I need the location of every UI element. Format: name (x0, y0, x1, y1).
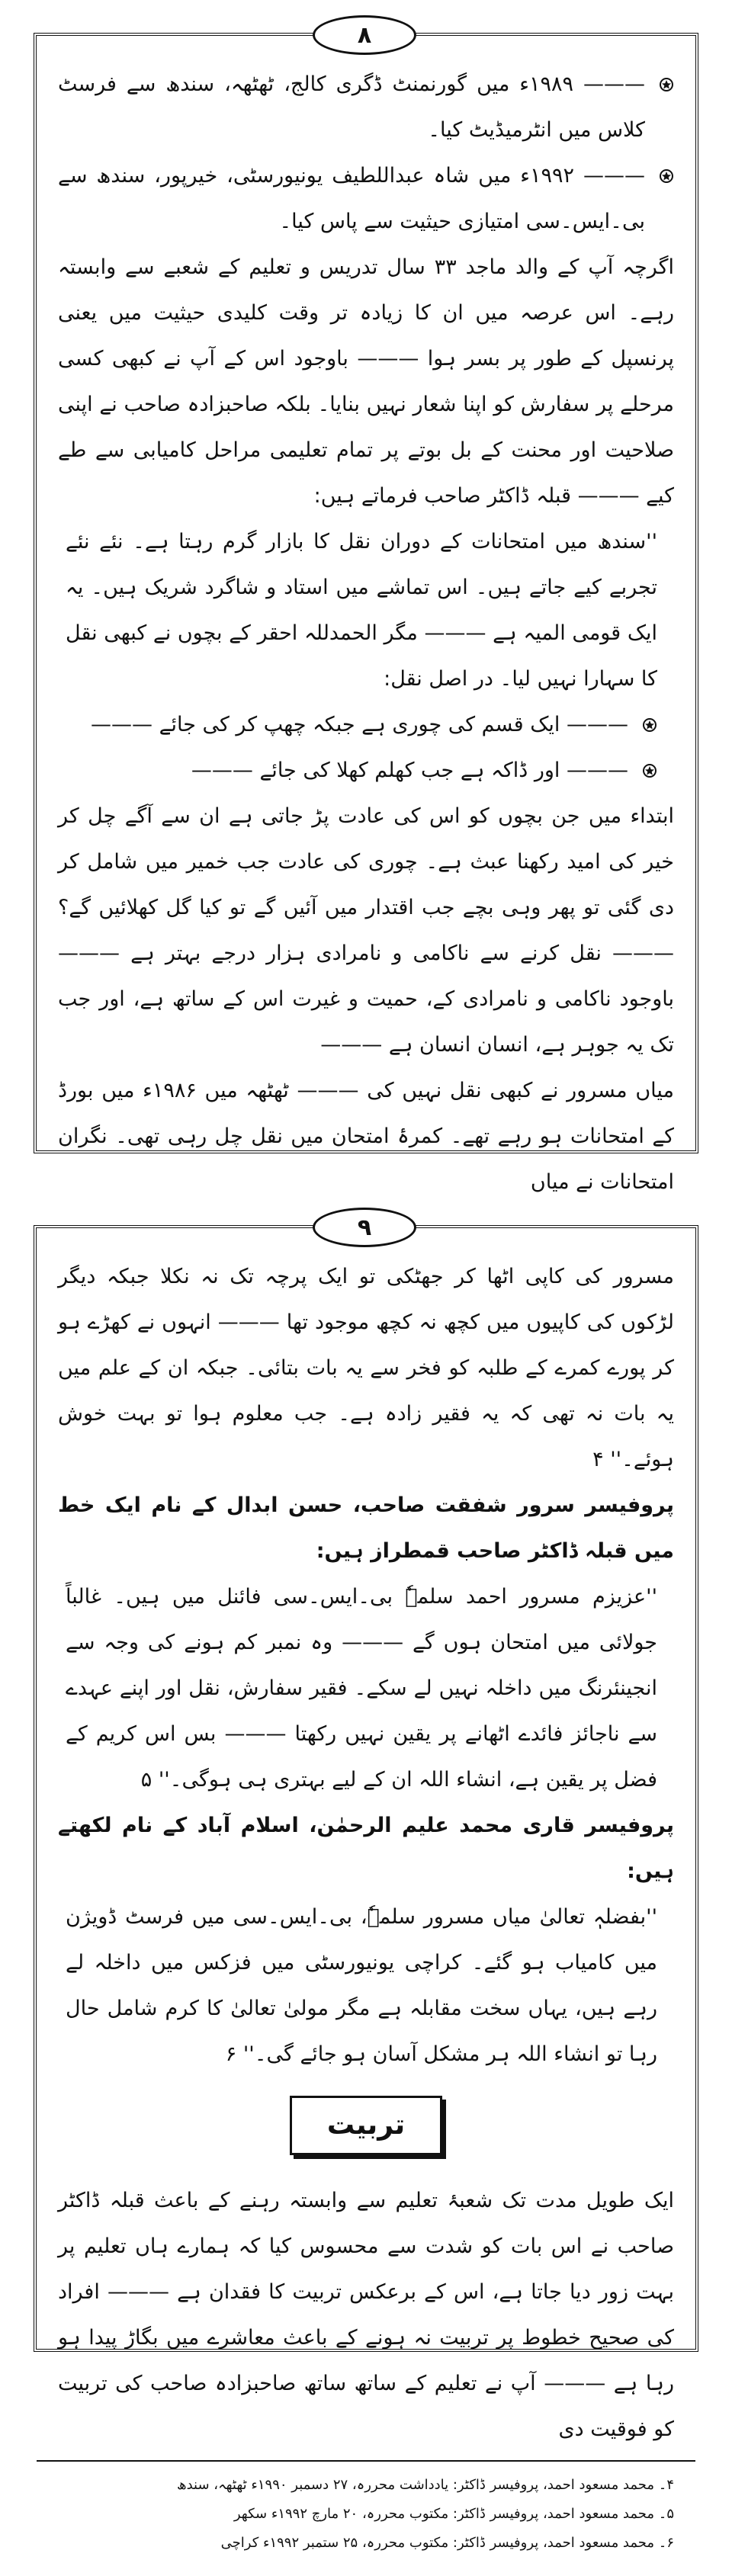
letter-intro: پروفیسر سرور شفقت صاحب، حسن ابدال کے نام ایک خط میں قبلہ ڈاکٹر صاحب قمطراز ہیں: (58, 1493, 674, 1563)
paragraph: اگرچہ آپ کے والد ماجد ۳۳ سال تدریس و تعلیم کے شعبے سے وابستہ رہے۔ اس عرصہ میں ان کا زیادہ تر وقت کلیدی حیثیت میں یعنی پرنسپل کے طور پر بسر ہوا ——— باوجود اس کے آپ نے کبھی کسی مرحلے پر سفارش کو اپنا شعار نہیں بنایا۔ بلکہ صاحبزادہ صاحب نے اپنی صلاحیت اور محنت کے بل بوتے پر تمام تعلیمی مراحل کامیابی سے طے کیے ——— قبلہ ڈاکٹر صاحب فرماتے ہیں: (58, 255, 674, 508)
footnote: ۵۔ محمد مسعود احمد، پروفیسر ڈاکٹر: مکتوب محررہ، ۲۰ مارچ ۱۹۹۲ء سکھر (233, 2506, 674, 2522)
paragraph: میاں مسرور نے کبھی نقل نہیں کی ——— ٹھٹھہ میں ۱۹۸۶ء میں بورڈ کے امتحانات ہو رہے تھے۔ کمرۂ امتحان میں نقل چل رہی تھی۔ نگران امتحانات نے میاں (58, 1079, 674, 1194)
bullet-item (58, 153, 674, 245)
quotation: ''بفضلہٖ تعالیٰ میاں مسرور سلمہٗ، بی۔ایس۔سی میں فرسٹ ڈویژن میں کامیاب ہو گئے۔ کراچی یونیورسٹی میں فزکس میں داخلہ لے رہے ہیں، یہاں سخت مقابلہ ہے مگر مولیٰ تعالیٰ کا کرم شامل حال رہا تو انشاء اللہ ہر مشکل آسان ہو جائے گی۔'' ۶ (66, 1905, 657, 2066)
letter-intro: پروفیسر قاری محمد علیم الرحمٰن، اسلام آباد کے نام لکھتے ہیں: (58, 1814, 674, 1883)
bullet-star-icon (642, 717, 657, 733)
paragraph: مسرور کی کاپی اٹھا کر جھٹکی تو ایک پرچہ تک نہ نکلا جبکہ دیگر لڑکوں کی کاپیوں میں کچھ نہ کچھ موجود تھا ——— انہوں نے کھڑے ہو کر پورے کمرے کے طلبہ کو فخر سے یہ بات بتائی۔ جبکہ ان کے علم میں یہ بات نہ تھی کہ یہ فقیر زادہ ہے۔ جب معلوم ہوا تو بہت خوش ہوئے۔'' ۴ (58, 1265, 674, 1471)
footnote: ۶۔ محمد مسعود احمد، پروفیسر ڈاکٹر: مکتوب محررہ، ۲۵ ستمبر ۱۹۹۲ء کراچی (220, 2535, 674, 2551)
footnote: ۴۔ محمد مسعود احمد، پروفیسر ڈاکٹر: یادداشت محررہ، ۲۷ دسمبر ۱۹۹۰ء ٹھٹھہ، سندھ (177, 2477, 674, 2493)
footnotes (37, 2460, 695, 2561)
quotation: ''سندھ میں امتحانات کے دوران نقل کا بازار گرم رہتا ہے۔ نئے نئے تجربے کیے جاتے ہیں۔ اس تماشے میں استاد و شاگرد شریک ہیں۔ یہ ایک قومی المیہ ہے ——— مگر الحمدللہ احقر کے بچوں نے کبھی نقل کا سہارا نہیں لیا۔ در اصل نقل: (66, 530, 657, 691)
bullet-star-icon (642, 763, 657, 778)
page-body (37, 36, 695, 1221)
bullet-star-icon (659, 77, 674, 92)
bullet-text: ——— ۱۹۹۲ء میں شاہ عبداللطیف یونیورسٹی، خیرپور، سندھ سے بی۔ایس۔سی امتیازی حیثیت سے پاس کیا۔ (58, 164, 645, 233)
bullet-text: ——— ایک قسم کی چوری ہے جبکہ چھپ کر کی جائے ——— (91, 713, 628, 736)
quotation: ''عزیزم مسرور احمد سلمہٗ بی۔ایس۔سی فائنل میں ہیں۔ غالباً جولائی میں امتحان ہوں گے ——— وہ نمبر کم ہونے کی وجہ سے انجینئرنگ میں داخلہ نہیں لے سکے۔ فقیر سفارش، نقل اور اپنے عہدے سے ناجائز فائدے اٹھانے پر یقین نہیں رکھتا ——— بس اس کریم کے فضل پر یقین ہے، انشاء اللہ ان کے لیے بہتری ہی ہوگی۔'' ۵ (66, 1585, 657, 1792)
page-frame (34, 1225, 698, 2551)
bullet-text: ——— اور ڈاکہ ہے جب کھلم کھلا کی جائے ——— (191, 759, 628, 782)
page-frame (34, 33, 698, 1194)
paragraph: ابتداء میں جن بچوں کو اس کی عادت پڑ جاتی ہے ان سے آگے چل کر خیر کی امید رکھنا عبث ہے۔ چوری کی عادت جب خمیر میں شامل کر دی گئی تو پھر وہی بچے جب اقتدار میں آئیں گے تو کیا گل کھلائیں گے؟ ——— نقل کرنے سے ناکامی و نامرادی ہزار درجے بہتر ہے ——— باوجود ناکامی و نامرادی کے، حمیت و غیرت اس کے ساتھ ہے، اور جب تک یہ جوہر ہے، انسان انسان ہے ——— (58, 804, 674, 1057)
page-number: ۹ (313, 1208, 416, 1247)
bullet-star-icon (659, 168, 674, 184)
bullet-item (58, 702, 674, 748)
bullet-item (58, 748, 674, 794)
page-number: ۸ (313, 15, 416, 55)
section-heading: تربیت (290, 2096, 442, 2155)
paragraph: ایک طویل مدت تک شعبۂ تعلیم سے وابستہ رہنے کے باعث قبلہ ڈاکٹر صاحب نے اس بات کو شدت سے محسوس کیا کہ ہمارے ہاں تعلیم پر بہت زور دیا جاتا ہے، اس کے برعکس تربیت کا فقدان ہے ——— افراد کی صحیح خطوط پر تربیت نہ ہونے کے باعث معاشرے میں بگاڑ پیدا ہو رہا ہے ——— آپ نے تعلیم کے ساتھ ساتھ صاحبزادہ صاحب کی تربیت کو فوقیت دی (58, 2189, 674, 2441)
bullet-item (58, 62, 674, 153)
bullet-text: ——— ۱۹۸۹ء میں گورنمنٹ ڈگری کالج، ٹھٹھہ، سندھ سے فرسٹ کلاس میں انٹرمیڈیٹ کیا۔ (58, 72, 645, 142)
page-body (37, 1228, 695, 2576)
section-heading-wrap (58, 2077, 674, 2178)
